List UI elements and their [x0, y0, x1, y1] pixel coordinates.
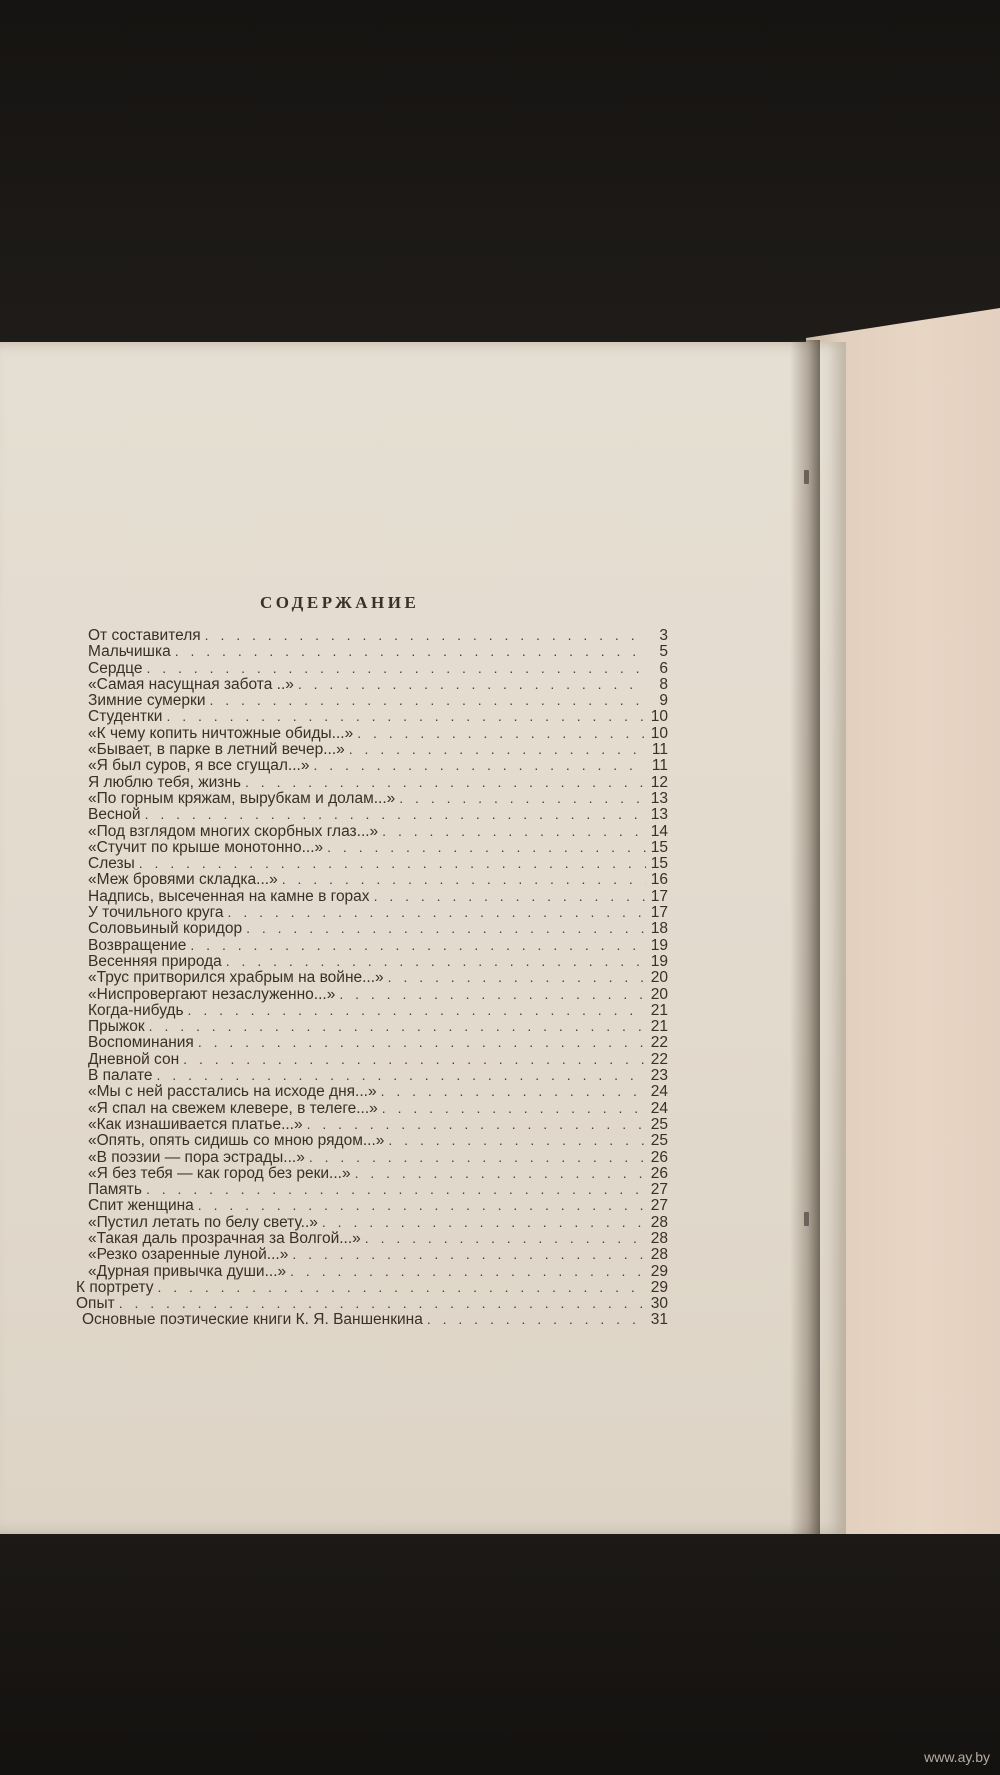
toc-entry-page: 26	[650, 1164, 668, 1182]
toc-leader-dots	[382, 1100, 646, 1116]
toc-entry-page: 29	[650, 1262, 668, 1280]
toc-entry-title: «Резко озаренные луной...»	[88, 1246, 289, 1264]
toc-entry	[88, 1149, 668, 1165]
toc-entry-page: 3	[659, 627, 668, 644]
toc-entry	[76, 1279, 668, 1295]
toc-entry-page: 27	[650, 1197, 668, 1215]
toc-entry	[88, 660, 668, 676]
toc-entry	[88, 708, 668, 724]
toc-entry-title: «Такая даль прозрачная за Волгой...»	[88, 1229, 361, 1247]
toc-entry-page: 5	[659, 643, 668, 661]
toc-entry	[88, 871, 668, 887]
toc-entry	[88, 969, 668, 985]
toc-leader-dots	[327, 839, 646, 855]
toc-entry-title: Студентки	[88, 708, 163, 726]
toc-leader-dots	[157, 1067, 646, 1083]
toc-entry	[88, 1165, 668, 1181]
toc-leader-dots	[145, 806, 646, 822]
toc-entry-title: «Меж бровями складка...»	[88, 871, 278, 889]
contents-heading: СОДЕРЖАНИЕ	[260, 593, 420, 612]
toc-entry	[88, 643, 668, 659]
toc-leader-dots	[374, 888, 646, 904]
toc-entry-title: Возвращение	[88, 936, 187, 954]
toc-entry-page: 29	[650, 1278, 668, 1296]
toc-entry-page: 30	[650, 1295, 668, 1313]
toc-entry-title: Весной	[88, 806, 141, 824]
toc-entry-title: Прыжок	[88, 1018, 145, 1036]
toc-entry	[88, 920, 668, 936]
toc-leader-dots	[381, 1083, 646, 1099]
toc-leader-dots	[226, 953, 646, 969]
toc-leader-dots	[198, 1034, 646, 1050]
toc-entry-page: 14	[650, 822, 668, 840]
toc-entry-title: Мальчишка	[88, 643, 171, 661]
toc-entry	[88, 757, 668, 773]
toc-entry	[88, 692, 668, 708]
toc-leader-dots	[188, 1002, 646, 1018]
toc-entry-title: Я люблю тебя, жизнь	[88, 773, 242, 791]
toc-leader-dots	[382, 823, 646, 839]
toc-entry	[88, 774, 668, 790]
toc-leader-dots	[190, 937, 646, 953]
toc-entry-page: 24	[650, 1099, 668, 1117]
toc-entry	[88, 1246, 668, 1262]
toc-leader-dots	[427, 1311, 646, 1327]
toc-entry	[88, 676, 668, 692]
toc-entry-page: 17	[650, 887, 668, 905]
toc-leader-dots	[349, 741, 646, 757]
toc-entry-title: «Самая насущная забота ..»	[88, 675, 294, 693]
toc-entry	[88, 1083, 668, 1099]
toc-entry-title: «Бывает, в парке в летний вечер...»	[88, 741, 345, 759]
toc-entry	[88, 627, 668, 643]
toc-entry-page: 27	[650, 1181, 668, 1199]
toc-entry	[88, 741, 668, 757]
toc-entry-title: «Мы с ней расстались на исходе дня...»	[88, 1083, 377, 1101]
toc-entry-title: Весенняя природа	[88, 952, 222, 970]
toc-entry-page: 18	[650, 920, 668, 938]
watermark: www.ay.by	[924, 1749, 990, 1765]
toc-leader-dots	[357, 725, 646, 741]
toc-entry-page: 13	[650, 806, 668, 824]
toc-entry-page: 23	[650, 1067, 668, 1085]
toc-entry	[88, 823, 668, 839]
toc-entry-title: «Пустил летать по белу свету..»	[88, 1213, 318, 1231]
toc-entry-title: У точильного круга	[88, 904, 224, 922]
toc-entry	[88, 1214, 668, 1230]
toc-entry	[88, 1067, 668, 1083]
toc-leader-dots	[119, 1295, 646, 1311]
toc-entry-title: Основные поэтические книги К. Я. Ваншенкина	[82, 1311, 423, 1329]
toc-entry	[88, 888, 668, 904]
toc-entry-title: «Дурная привычка души...»	[88, 1262, 287, 1280]
toc-entry-page: 31	[650, 1311, 668, 1329]
toc-entry	[88, 1018, 668, 1034]
toc-entry-page: 11	[651, 757, 668, 775]
toc-entry-title: «По горным кряжам, вырубкам и долам...»	[88, 789, 396, 807]
toc-entry	[88, 1263, 668, 1279]
toc-entry-title: От составителя	[88, 627, 201, 644]
toc-entry-title: «Я спал на свежем клевере, в телеге...»	[88, 1099, 378, 1117]
toc-leader-dots	[313, 757, 646, 773]
toc-entry-page: 8	[659, 675, 668, 693]
toc-leader-dots	[307, 1116, 646, 1132]
toc-entry-page: 10	[650, 724, 668, 742]
toc-leader-dots	[355, 1165, 646, 1181]
toc-leader-dots	[149, 1018, 646, 1034]
toc-entry-page: 20	[650, 969, 668, 987]
toc-entry-title: Когда-нибудь	[88, 1001, 184, 1019]
toc-entry-title: Сердце	[88, 659, 143, 677]
toc-leader-dots	[245, 774, 646, 790]
toc-entry	[88, 790, 668, 806]
toc-entry-title: «К чему копить ничтожные обиды...»	[88, 724, 354, 742]
dark-background-bottom	[0, 1530, 1000, 1775]
toc-entry-title: «Опять, опять сидишь со мною рядом...»	[88, 1132, 385, 1150]
toc-entry	[88, 839, 668, 855]
page-gutter-shadow	[790, 340, 820, 1534]
toc-entry-page: 15	[650, 855, 668, 873]
toc-entry-page: 22	[650, 1034, 668, 1052]
toc-leader-dots	[246, 920, 646, 936]
toc-entry-page: 12	[650, 773, 668, 791]
toc-entry	[88, 953, 668, 969]
toc-leader-dots	[290, 1263, 646, 1279]
toc-entry-page: 25	[650, 1115, 668, 1133]
toc-entry-page: 17	[650, 904, 668, 922]
toc-entry-title: «Как изнашивается платье...»	[88, 1115, 303, 1133]
toc-entry-title: «Трус притворился храбрым на войне...»	[88, 969, 384, 987]
toc-entry-page: 24	[650, 1083, 668, 1101]
toc-entry-title: Воспоминания	[88, 1034, 194, 1052]
toc-entry-title: «Под взглядом многих скорбных глаз...»	[88, 822, 379, 840]
toc-entry	[88, 1051, 668, 1067]
toc-leader-dots	[292, 1246, 646, 1262]
toc-leader-dots	[146, 1181, 646, 1197]
toc-entry-title: «Я был суров, я все сгущал...»	[88, 757, 310, 775]
toc-leader-dots	[309, 1149, 646, 1165]
toc-entry	[88, 806, 668, 822]
toc-entry-page: 28	[650, 1229, 668, 1247]
toc-entry-page: 20	[650, 985, 668, 1003]
toc-entry-title: Соловьиный коридор	[88, 920, 243, 938]
toc-leader-dots	[183, 1051, 646, 1067]
toc-entry	[88, 1230, 668, 1246]
toc-leader-dots	[205, 627, 646, 643]
toc-entry-page: 26	[650, 1148, 668, 1166]
toc-entry-title: Спит женщина	[88, 1197, 194, 1215]
binding-staple	[804, 470, 809, 484]
toc-entry-page: 19	[650, 952, 668, 970]
toc-entry-page: 28	[650, 1246, 668, 1264]
toc-entry-page: 19	[650, 936, 668, 954]
toc-leader-dots	[209, 692, 646, 708]
toc-leader-dots	[139, 855, 646, 871]
toc-entry-page: 11	[651, 741, 668, 759]
toc-entry	[76, 1295, 668, 1311]
toc-entry	[88, 1002, 668, 1018]
toc-entry-page: 10	[650, 708, 668, 726]
toc-entry	[88, 1100, 668, 1116]
toc-entry-title: Надпись, высеченная на камне в горах	[88, 887, 370, 905]
toc-entry-title: «В поэзии — пора эстрады...»	[88, 1148, 305, 1166]
toc-entry-title: «Стучит по крыше монотонно...»	[88, 838, 324, 856]
toc-leader-dots	[175, 643, 646, 659]
binding-staple	[804, 1212, 809, 1226]
toc-entry-title: Опыт	[76, 1295, 115, 1313]
toc-entry-title: «Ниспровергают незаслуженно...»	[88, 985, 336, 1003]
toc-entry	[88, 725, 668, 741]
toc-entry-title: Слезы	[88, 855, 135, 873]
toc-entry-page: 9	[659, 692, 668, 710]
toc-entry-page: 13	[650, 789, 668, 807]
toc-entry	[88, 1181, 668, 1197]
toc-entry-page: 21	[650, 1001, 668, 1019]
toc-entry	[88, 1197, 668, 1213]
toc-leader-dots	[228, 904, 646, 920]
toc-leader-dots	[298, 676, 646, 692]
toc-leader-dots	[157, 1279, 646, 1295]
toc-entry	[88, 1132, 668, 1148]
toc-leader-dots	[339, 986, 646, 1002]
toc-entry	[82, 1311, 668, 1327]
toc-leader-dots	[322, 1214, 646, 1230]
toc-leader-dots	[166, 708, 646, 724]
toc-leader-dots	[399, 790, 646, 806]
toc-entry-page: 28	[650, 1213, 668, 1231]
toc-leader-dots	[282, 871, 646, 887]
toc-leader-dots	[388, 1132, 646, 1148]
toc-entry	[88, 904, 668, 920]
toc-leader-dots	[198, 1197, 646, 1213]
toc-entry-page: 22	[650, 1050, 668, 1068]
table-of-contents	[76, 627, 668, 1329]
toc-entry	[88, 1034, 668, 1050]
dark-background-top	[0, 0, 1000, 360]
toc-entry	[88, 986, 668, 1002]
toc-entry	[88, 937, 668, 953]
toc-entry	[88, 1116, 668, 1132]
toc-entry-title: Зимние сумерки	[88, 692, 206, 710]
toc-entry-title: Память	[88, 1181, 142, 1199]
toc-entry-page: 6	[659, 659, 668, 677]
toc-leader-dots	[146, 660, 646, 676]
toc-leader-dots	[365, 1230, 646, 1246]
toc-entry-page: 16	[650, 871, 668, 889]
toc-leader-dots	[388, 969, 646, 985]
toc-entry	[88, 855, 668, 871]
toc-entry-title: К портрету	[76, 1278, 154, 1296]
toc-entry-page: 21	[650, 1018, 668, 1036]
toc-entry-page: 25	[650, 1132, 668, 1150]
toc-entry-page: 15	[650, 838, 668, 856]
toc-entry-title: В палате	[88, 1067, 153, 1085]
toc-entry-title: Дневной сон	[88, 1050, 180, 1068]
toc-entry-title: «Я без тебя — как город без реки...»	[88, 1164, 351, 1182]
